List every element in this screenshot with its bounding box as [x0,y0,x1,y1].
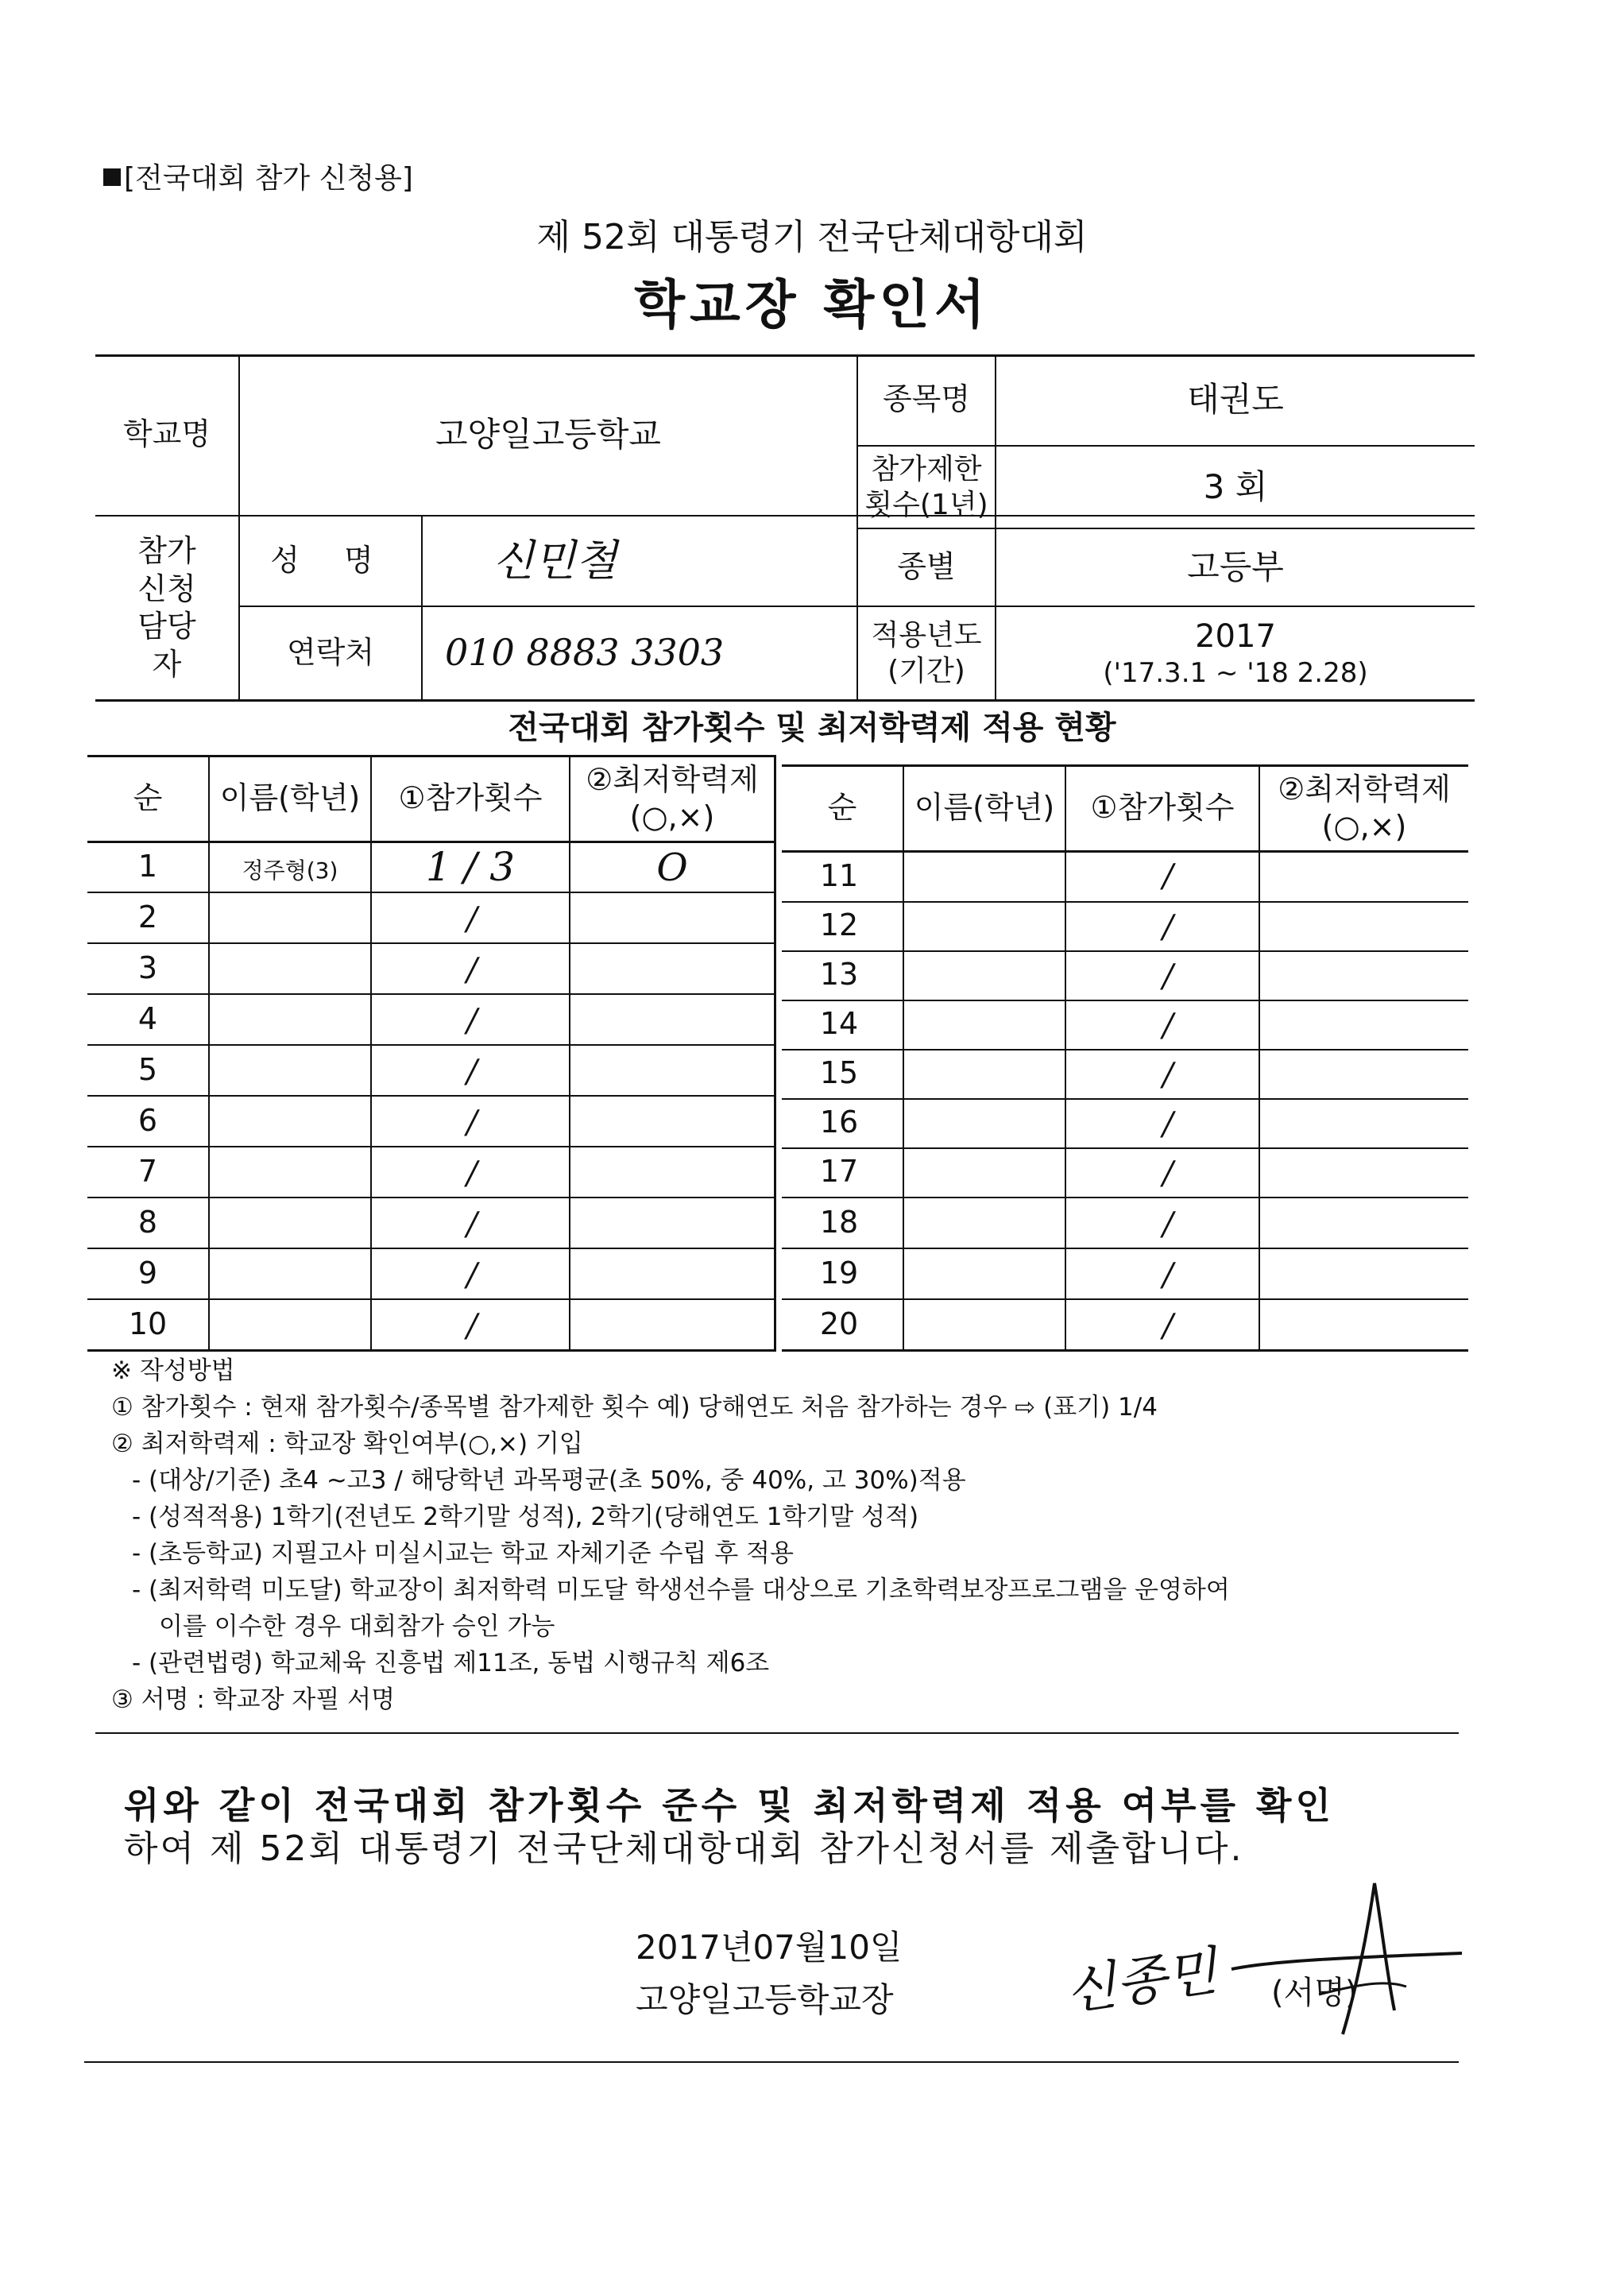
school-name-label: 학교명 [122,416,211,452]
participation-count: / [1162,1206,1174,1243]
column-header-min-academic: ②최저학력제 (○,×) [586,761,759,834]
instruction-subitem: 이를 이수한 경우 대회참가 승인 가능 [159,1612,555,1641]
participation-count: / [1162,1106,1174,1143]
table-border [782,1098,1468,1100]
table-border [782,1147,1468,1149]
section-title: 전국대회 참가횟수 및 최저학력제 적용 현황 [508,710,1116,746]
instruction-item: ① 참가횟수 : 현재 참가횟수/종목별 참가제한 횟수 예) 당해연도 처음 참가하는 경우 ⇨ (표기) 1/4 [111,1393,1158,1422]
instruction-subitem: - (초등학교) 지필고사 미실시교는 학교 자체기준 수립 후 적용 [132,1539,794,1568]
row-number: 9 [137,1256,158,1290]
row-number: 19 [819,1256,859,1290]
table-border [87,1095,774,1097]
school-name-value: 고양일고등학교 [435,414,661,454]
row-number: 20 [819,1306,859,1341]
column-header-no: 순 [827,790,857,826]
table-border [782,1000,1468,1001]
table-border [87,1197,774,1198]
participation-count: / [1162,909,1174,946]
min-academic-check: O [656,845,688,890]
application-year-cell [996,607,1475,699]
table-border [782,1197,1468,1198]
participation-count: / [466,1257,478,1294]
row-number: 10 [128,1306,168,1341]
instruction-item: ③ 서명 : 학교장 자필 서명 [111,1685,396,1714]
table-border [87,1146,774,1147]
row-number: 6 [137,1103,158,1138]
application-year-label: 적용년도 (기간) [871,619,982,687]
column-header-name: 이름(학년) [219,780,361,816]
instruction-subitem: - (대상/기준) 초4 ~고3 / 해당학년 과목평균(초 50%, 중 40%, 고 30%)적용 [132,1466,966,1495]
event-label: 종목명 [882,381,971,417]
instructions-heading: ※ 작성방법 [111,1356,235,1385]
participation-count: / [1162,1155,1174,1192]
instructions [111,1352,1230,1718]
principal-title: 고양일고등학교장 [636,1980,894,2019]
table-border [1065,764,1066,1349]
handwritten-signature-scribble [1224,1875,1494,2058]
participation-count: / [466,952,478,989]
participation-count: / [466,1155,478,1192]
row-number: 15 [819,1055,859,1090]
square-bullet-icon [103,168,121,186]
participation-count: 1 / 3 [425,844,516,890]
table-border [87,1298,774,1300]
participation-count: / [1162,958,1174,995]
table-border [87,892,774,893]
table-border [421,515,423,699]
student-name: 정주형(3) [242,857,338,884]
participation-limit-label: 참가제한 횟수(1년) [864,453,988,521]
table-border [87,1044,774,1046]
participation-count: / [1162,1308,1174,1345]
declaration-line-1: 위와 같이 전국대회 참가횟수 준수 및 최저학력제 적용 여부를 확인 [124,1784,1335,1827]
row-number: 1 [137,849,158,884]
person-name-label: 성 명 [270,543,391,578]
bottom-divider [84,2061,1459,2063]
table-border [782,1349,1468,1352]
principal-signature: 신종민 [1061,1940,1221,2022]
row-number: 13 [819,957,859,992]
table-border [87,1349,774,1352]
participation-count: / [466,901,478,938]
document-title: 학교장 확인서 [634,274,990,335]
category-label: 종별 [897,549,956,585]
instruction-subitem: - (관련법령) 학교체육 진흥법 제11조, 동법 시행규칙 제6조 [132,1649,770,1677]
form-type-label: [전국대회 참가 신청용] [124,162,413,195]
table-border [782,901,1468,903]
row-number: 7 [137,1154,158,1189]
table-border [87,993,774,995]
seal-label: (서명) [1271,1975,1358,2011]
table-border [208,755,210,1349]
person-name-value: 신민철 [493,536,617,586]
participation-count: / [466,1206,478,1243]
row-number: 8 [137,1205,158,1240]
table-border [782,950,1468,952]
instruction-subitem: - (성적적용) 1학기(전년도 2학기말 성적), 2학기(당해연도 1학기말 성적) [132,1503,919,1531]
contact-value: 010 8883 3303 [445,631,725,675]
table-border [782,1248,1468,1249]
participation-count: / [466,1105,478,1141]
table-border [569,755,570,1349]
column-header-count: ①참가횟수 [398,780,543,816]
participation-count: / [1162,1257,1174,1294]
column-header-name: 이름(학년) [914,790,1055,826]
table-border [903,764,904,1349]
participation-count: / [1162,1008,1174,1044]
row-number: 11 [819,858,859,893]
form-type-tag [103,156,413,196]
contact-label: 연락처 [286,635,375,671]
declaration-line-2: 하여 제 52회 대통령기 전국단체대항대회 참가신청서를 제출합니다. [124,1828,1244,1869]
column-header-count: ①참가횟수 [1090,790,1235,826]
table-border [782,850,1468,853]
row-number: 12 [819,907,859,942]
table-border [87,1248,774,1249]
applicant-label: 참가 신청 담당자 [137,533,196,682]
table-border [87,841,774,843]
instruction-subitem: - (최저학력 미도달) 학교장이 최저학력 미도달 학생선수를 대상으로 기초학력보장프로그램을 운영하여 [132,1576,1230,1604]
table-border [1259,764,1260,1349]
participation-count: / [466,1054,478,1090]
table-border [782,1298,1468,1300]
participation-count: / [1162,1057,1174,1093]
table-border [782,1049,1468,1051]
participation-limit-value: 3 회 [1203,466,1268,506]
category-value: 고등부 [1187,547,1284,586]
row-number: 18 [819,1205,859,1240]
participation-count: / [466,1308,478,1345]
row-number: 5 [137,1052,158,1087]
participation-count: / [1162,858,1174,895]
instruction-item: ② 최저학력제 : 학교장 확인여부(○,×) 기입 [111,1430,583,1458]
row-number: 3 [137,950,158,985]
column-header-no: 순 [133,780,163,816]
row-number: 14 [819,1006,859,1041]
competition-subtitle: 제 52회 대통령기 전국단체대항대회 [536,217,1088,257]
divider [95,1732,1459,1734]
submission-date: 2017년07월10일 [636,1928,903,1967]
participation-count: / [466,1003,478,1039]
row-number: 16 [819,1105,859,1140]
table-border [774,755,776,1352]
application-period-value: ('17.3.1 ~ '18 2.28) [1103,656,1368,689]
event-value: 태권도 [1187,379,1284,419]
row-number: 4 [137,1001,158,1036]
column-header-min-academic: ②최저학력제 (○,×) [1278,771,1451,844]
row-number: 17 [819,1154,859,1189]
table-border [87,942,774,944]
application-year-value: 2017 [1195,617,1276,655]
table-border [95,699,1475,702]
row-number: 2 [137,900,158,934]
